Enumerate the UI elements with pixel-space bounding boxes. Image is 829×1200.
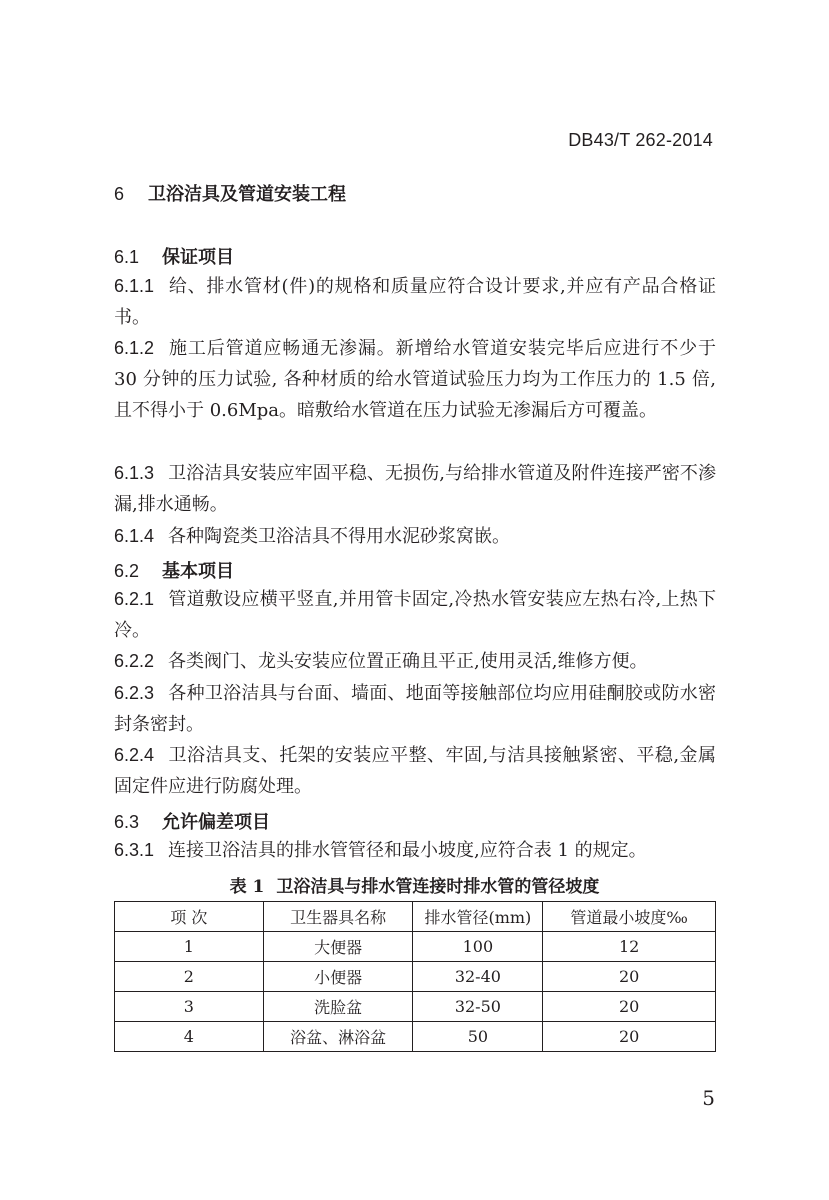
- subsection-heading: [114, 808, 270, 834]
- clause-paragraph: [114, 458, 716, 520]
- clause-paragraph: [114, 646, 716, 677]
- table-cell: 大便器: [263, 932, 413, 962]
- table-cell: 小便器: [263, 962, 413, 992]
- clause-text: 各类阀门、龙头安装应位置正确且平正,使用灵活,维修方便。: [168, 651, 648, 672]
- table-cell: 4: [115, 1022, 264, 1052]
- clause-number: 6.2.2: [114, 651, 155, 671]
- clause-paragraph: [114, 333, 716, 426]
- table-cell: 20: [543, 962, 716, 992]
- table-title: 卫浴洁具与排水管连接时排水管的管径坡度: [276, 877, 600, 897]
- table-header-cell: 排水管径(mm): [413, 902, 543, 932]
- table-header-row: [115, 902, 716, 932]
- clause-number: 6.3.1: [114, 840, 155, 860]
- table-row: [115, 932, 716, 962]
- page-number: 5: [702, 1086, 715, 1110]
- table-header-cell: 卫生器具名称: [263, 902, 413, 932]
- clause-text: 连接卫浴洁具的排水管管径和最小坡度,应符合表 1 的规定。: [168, 840, 647, 861]
- slope-table: [114, 901, 716, 1052]
- clause-text: 施工后管道应畅通无渗漏。新增给水管道安装完毕后应进行不少于 30 分钟的压力试验, 各种材质的给水管道试验压力均为工作压力的 1.5 倍,且不得小于 0.6Mpa。暗敷给水管道在压力试验无渗漏后方可覆盖。: [114, 338, 716, 421]
- table-row: [115, 962, 716, 992]
- clause-text: 卫浴洁具支、托架的安装应平整、牢固,与洁具接触紧密、平稳,金属固定件应进行防腐处理。: [114, 745, 716, 797]
- subsection-number: 6.3: [114, 812, 140, 832]
- clause-paragraph: [114, 521, 716, 552]
- subsection-heading: [114, 557, 234, 583]
- clause-number: 6.2.3: [114, 683, 155, 703]
- table-cell: 3: [115, 992, 264, 1022]
- section-heading: [114, 180, 346, 206]
- table-cell: 2: [115, 962, 264, 992]
- table-cell: 100: [413, 932, 543, 962]
- table-header-cell: 管道最小坡度‰: [543, 902, 716, 932]
- clause-number: 6.1.1: [114, 276, 155, 296]
- table-cell: 浴盆、淋浴盆: [263, 1022, 413, 1052]
- subsection-number: 6.2: [114, 561, 140, 581]
- clause-paragraph: [114, 678, 716, 740]
- clause-number: 6.2.4: [114, 745, 155, 765]
- clause-text: 管道敷设应横平竖直,并用管卡固定,冷热水管安装应左热右冷,上热下冷。: [114, 589, 716, 641]
- subsection-title: 基本项目: [162, 561, 234, 582]
- table-cell: 20: [543, 1022, 716, 1052]
- table-label: 表 1: [229, 877, 265, 897]
- table-cell: 32-50: [413, 992, 543, 1022]
- table-row: [115, 1022, 716, 1052]
- subsection-title: 保证项目: [162, 247, 234, 268]
- table-header-cell: 项 次: [115, 902, 264, 932]
- table-caption: [0, 872, 829, 897]
- table-cell: 12: [543, 932, 716, 962]
- clause-paragraph: [114, 271, 716, 333]
- table-cell: 1: [115, 932, 264, 962]
- clause-text: 各种卫浴洁具与台面、墙面、地面等接触部位均应用硅酮胶或防水密封条密封。: [114, 683, 716, 735]
- table-row: [115, 992, 716, 1022]
- section-title: 卫浴洁具及管道安装工程: [148, 184, 346, 205]
- section-number: 6: [114, 184, 125, 204]
- clause-number: 6.1.3: [114, 463, 155, 483]
- clause-number: 6.1.2: [114, 338, 155, 358]
- clause-paragraph: [114, 740, 716, 802]
- subsection-heading: [114, 243, 234, 269]
- table-cell: 20: [543, 992, 716, 1022]
- clause-number: 6.2.1: [114, 589, 155, 609]
- document-code: DB43/T 262-2014: [568, 130, 713, 150]
- table-cell: 50: [413, 1022, 543, 1052]
- clause-paragraph: [114, 835, 716, 866]
- clause-number: 6.1.4: [114, 526, 155, 546]
- table-cell: 32-40: [413, 962, 543, 992]
- subsection-title: 允许偏差项目: [162, 812, 270, 833]
- table-cell: 洗脸盆: [263, 992, 413, 1022]
- clause-paragraph: [114, 584, 716, 646]
- clause-text: 给、排水管材(件)的规格和质量应符合设计要求,并应有产品合格证书。: [114, 276, 716, 328]
- clause-text: 各种陶瓷类卫浴洁具不得用水泥砂浆窝嵌。: [168, 526, 511, 547]
- subsection-number: 6.1: [114, 247, 140, 267]
- clause-text: 卫浴洁具安装应牢固平稳、无损伤,与给排水管道及附件连接严密不渗漏,排水通畅。: [114, 463, 716, 515]
